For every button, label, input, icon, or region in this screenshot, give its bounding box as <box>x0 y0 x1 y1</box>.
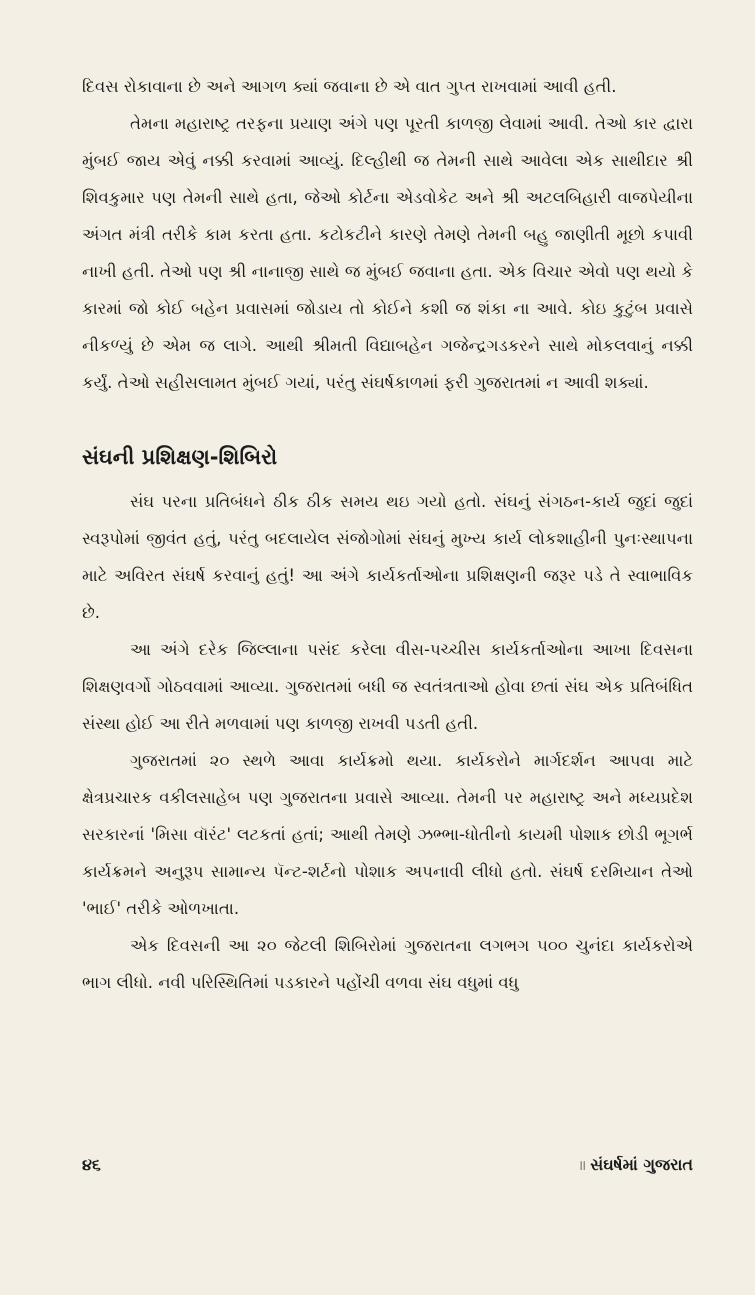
ornament-icon: ॥ <box>577 1157 587 1174</box>
running-title <box>578 1155 693 1175</box>
paragraph-district-camps: આ અંગે દરેક જિલ્લાના પસંદ કરેલા વીસ-પચ્ચીસ કાર્યકર્તાઓના આખા દિવસના શિક્ષણવર્ગો ગોઠવવામાં આવ્યા. ગુજરાતમાં બધી જ સ્વતંત્રતાઓ હોવા છતાં સંઘ એક પ્રતિબંધિત સંસ્થા હોઈ આ રીતે મળવામાં પણ કાળજી રાખવી પડતી હતી. <box>82 640 693 733</box>
paragraph-continuation: દિવસ રોકાવાના છે અને આગળ ક્યાં જવાના છે એ વાત ગુપ્ત રાખવામાં આવી હતી. <box>82 77 617 96</box>
page-number: ૪૬ <box>82 1155 101 1174</box>
paragraph-vakilsaheb: ગુજરાતમાં ૨૦ સ્થળે આવા કાર્યક્રમો થયા. કાર્યકરોને માર્ગદર્શન આપવા માટે ક્ષેત્રપ્રચારક વકીલસાહેબ પણ ગુજરાતના પ્રવાસે આવ્યા. તેમની પર મહારાષ્ટ્ર અને મધ્યપ્રદેશ સરકારનાં 'મિસા વૉરંટ' લટકતાં હતાં; આથી તેમણે ઝભ્ભા-ધોતીનો કાયમી પોશાક છોડી ભૂગર્ભ કાર્યક્રમને અનુરૂપ સામાન્ય પૅન્ટ-શર્ટનો પોશાક અપનાવી લીધો હતો. સંઘર્ષ દરમિયાન તેઓ 'ભાઈ' તરીકે ઓળખાતા. <box>82 751 693 918</box>
section-heading: સંઘની પ્રશિક્ષણ-શિબિરો <box>82 445 278 469</box>
book-title: સંઘર્ષમાં ગુજરાત <box>590 1155 693 1174</box>
paragraph-participants: એક દિવસની આ ૨૦ જેટલી શિબિરોમાં ગુજરાતના લગભગ ૫૦૦ ચુનંદા કાર્યકરોએ ભાગ લીધો. નવી પરિસ્થિતિમાં પડકારને પહોંચી વળવા સંઘ વધુમાં વધુ <box>82 936 693 992</box>
page-footer <box>82 1155 693 1175</box>
paragraph-training-need: સંઘ પરના પ્રતિબંધને ઠીક ઠીક સમય થઇ ગયો હતો. સંઘનું સંગઠન-કાર્ય જુદાં જુદાં સ્વરૂપોમાં જીવંત હતું, પરંતુ બદલાયેલ સંજોગોમાં સંઘનું મુખ્ય કાર્ય લોકશાહીની પુનઃસ્થાપના માટે અવિરત સંઘર્ષ કરવાનું હતું! આ અંગે કાર્યકર્તાઓના પ્રશિક્ષણની જરૂર પડે તે સ્વાભાવિક છે. <box>82 492 693 622</box>
paragraph-maharashtra-journey: તેમના મહારાષ્ટ્ર તરફના પ્રયાણ અંગે પણ પૂરતી કાળજી લેવામાં આવી. તેઓ કાર દ્વારા મુંબઈ જાય એવું નક્કી કરવામાં આવ્યું. દિલ્હીથી જ તેમની સાથે આવેલા એક સાથીદાર શ્રી શિવકુમાર પણ તેમની સાથે હતા, જેઓ કોર્ટના એડવોકેટ અને શ્રી અટલબિહારી વાજપેયીના અંગત મંત્રી તરીકે કામ કરતા હતા. કટોકટીને કારણે તેમણે તેમની બહુ જાણીતી મૂછો કપાવી નાખી હતી. તેઓ પણ શ્રી નાનાજી સાથે જ મુંબઈ જવાના હતા. એક વિચાર એવો પણ થયો કે કારમાં જો કોઈ બહેન પ્રવાસમાં જોડાય તો કોઈને કશી જ શંકા ના આવે. કોઇ કુટુંબ પ્રવાસે નીકળ્યું છે એમ જ લાગે. આથી શ્રીમતી વિદ્યાબહેન ગજેન્દ્રગડકરને સાથે મોકલવાનું નક્કી કર્યું. તેઓ સહીસલામત મુંબઈ ગયાં, પરંતુ સંઘર્ષકાળમાં ફરી ગુજરાતમાં ન આવી શક્યાં. <box>82 114 693 392</box>
